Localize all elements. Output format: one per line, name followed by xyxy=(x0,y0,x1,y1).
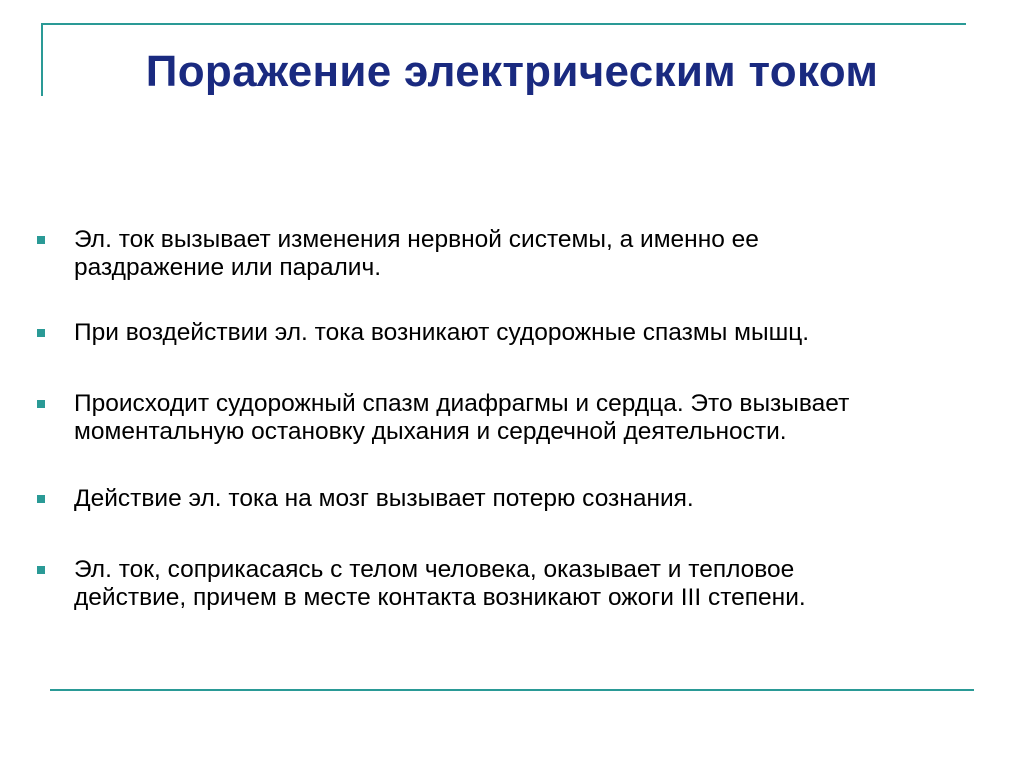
frame-bottom-rule xyxy=(50,689,974,691)
bullet-text xyxy=(74,485,994,513)
frame-top-rule xyxy=(41,23,966,25)
bullet-line: Эл. ток, соприкасаясь с телом человека, оказывает и тепловое xyxy=(74,556,795,583)
bullet-line: раздражение или паралич. xyxy=(74,254,382,281)
slide-title: Поражение электрическим током xyxy=(145,47,879,96)
bullet-text xyxy=(74,226,994,282)
bullet-line: Происходит судорожный спазм диафрагмы и сердца. Это вызывает xyxy=(74,390,850,417)
bullet-text xyxy=(74,319,994,347)
square-bullet-icon xyxy=(37,236,45,244)
square-bullet-icon xyxy=(37,495,45,503)
square-bullet-icon xyxy=(37,566,45,574)
square-bullet-icon xyxy=(37,329,45,337)
bullet-text xyxy=(74,556,994,612)
bullet-line: При воздействии эл. тока возникают судорожные спазмы мышц. xyxy=(74,319,810,346)
bullet-line: моментальную остановку дыхания и сердечной деятельности. xyxy=(74,418,787,445)
bullet-text xyxy=(74,390,994,446)
bullet-line: Действие эл. тока на мозг вызывает потерю сознания. xyxy=(74,485,694,512)
bullet-line: действие, причем в месте контакта возникают ожоги III степени. xyxy=(74,584,806,611)
bullet-line: Эл. ток вызывает изменения нервной системы, а именно ее xyxy=(74,226,759,253)
square-bullet-icon xyxy=(37,400,45,408)
